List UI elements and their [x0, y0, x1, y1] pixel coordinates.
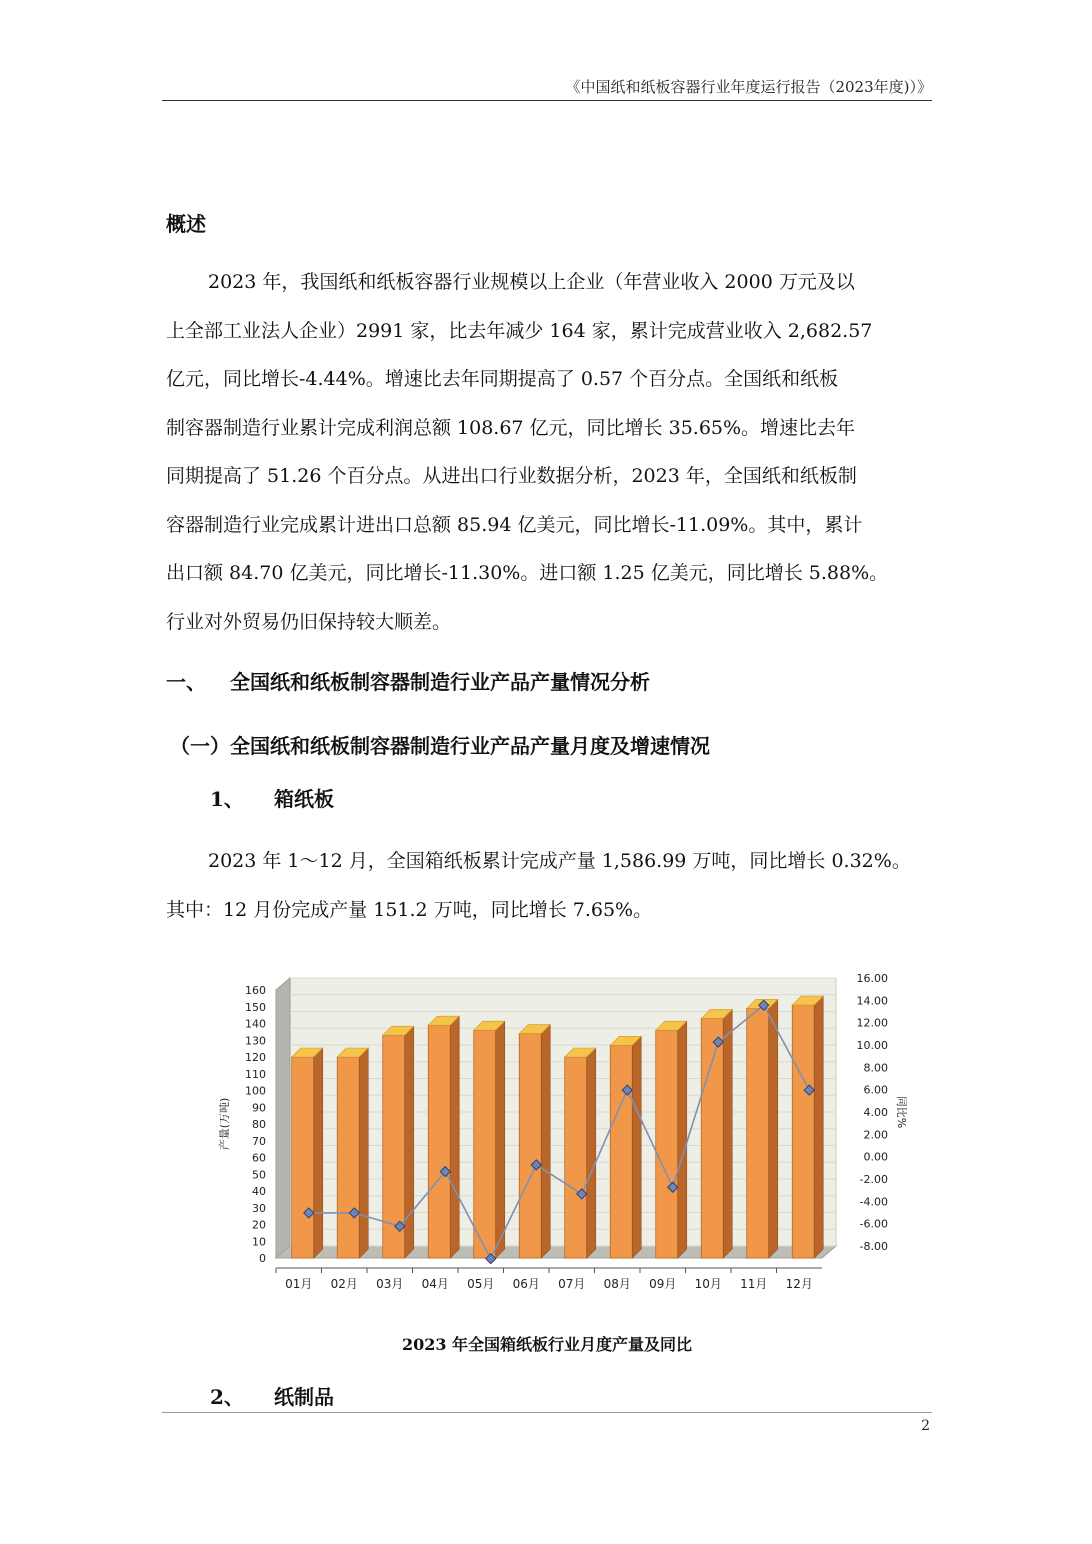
paragraph-line: 亿元，同比增长-4.44%。增速比去年同期提高了 0.57 个百分点。全国纸和纸板: [166, 368, 839, 390]
bar-side: [314, 1048, 323, 1258]
y2-tick-label: 8.00: [863, 1061, 888, 1075]
y2-tick-label: 0.00: [863, 1150, 888, 1164]
running-header: 《中国纸和纸板容器行业年度运行报告（2023年度)）》: [565, 78, 932, 96]
y2-tick-label: -4.00: [859, 1195, 888, 1209]
bar-side: [359, 1048, 368, 1258]
item-2-number: 2、: [210, 1385, 244, 1409]
y-tick-label: 60: [252, 1151, 266, 1165]
bar-side: [769, 999, 778, 1258]
paragraph-line: 容器制造行业完成累计进出口总额 85.94 亿美元，同比增长-11.09%。其中，累计: [166, 513, 863, 536]
y-tick-label: 80: [252, 1118, 266, 1131]
bar-side: [496, 1021, 505, 1258]
x-tick-label: 10月: [694, 1277, 722, 1291]
y2-tick-label: 6.00: [863, 1083, 888, 1097]
y2-tick-label: -2.00: [859, 1173, 888, 1186]
paragraph-line: 其中：12 月份完成产量 151.2 万吨，同比增长 7.65%。: [166, 898, 653, 921]
x-tick-label: 04月: [421, 1277, 449, 1291]
x-tick-label: 06月: [512, 1277, 540, 1291]
y-tick-label: 20: [252, 1218, 266, 1232]
y2-axis-title: 同比%: [895, 1095, 908, 1129]
chart-side-wall: [276, 978, 290, 1258]
bar-side: [450, 1016, 459, 1258]
bar-front: [701, 1018, 723, 1258]
x-tick-label: 07月: [558, 1277, 586, 1291]
y2-tick-label: -6.00: [859, 1217, 888, 1231]
y-tick-label: 50: [252, 1168, 266, 1182]
y2-tick-label: 14.00: [856, 994, 888, 1008]
y-tick-label: 30: [252, 1201, 266, 1215]
item-1-number: 1、: [210, 787, 244, 811]
item-2-title: 纸制品: [274, 1385, 334, 1409]
bar-front: [792, 1005, 814, 1258]
bar-side: [405, 1026, 414, 1258]
y2-tick-label: 10.00: [856, 1039, 888, 1052]
bar-front: [474, 1030, 496, 1258]
x-tick-label: 12月: [785, 1277, 813, 1291]
header-rule: [162, 100, 932, 101]
x-tick-label: 05月: [467, 1277, 495, 1291]
bar-side: [541, 1025, 550, 1258]
y2-tick-label: 2.00: [863, 1128, 888, 1142]
item-1-title: 箱纸板: [274, 787, 334, 811]
bar-side: [587, 1048, 596, 1258]
y-tick-label: 10: [252, 1235, 266, 1249]
footer-rule: [162, 1412, 932, 1413]
y-tick-label: 140: [245, 1017, 266, 1031]
y-tick-label: 70: [252, 1134, 266, 1148]
x-tick-label: 11月: [740, 1277, 768, 1291]
overview-heading: 概述: [166, 212, 206, 236]
y-tick-label: 160: [245, 984, 266, 997]
paragraph-line: 行业对外贸易仍旧保持较大顺差。: [166, 610, 452, 633]
paragraph-line: 上全部工业法人企业）2991 家，比去年减少 164 家，累计完成营业收入 2,682.57: [166, 319, 873, 342]
y2-tick-label: 16.00: [856, 972, 888, 985]
bar-front: [656, 1030, 678, 1258]
chart-caption: 2023 年全国箱纸板行业月度产量及同比: [401, 1335, 693, 1354]
overview-paragraph: [166, 258, 928, 646]
y-tick-label: 120: [245, 1051, 266, 1064]
y-tick-label: 110: [245, 1067, 266, 1081]
y-tick-label: 150: [245, 1000, 266, 1014]
y-tick-label: 90: [252, 1101, 266, 1115]
paragraph-line: 2023 年 1～12 月，全国箱纸板累计完成产量 1,586.99 万吨，同比增长 0.32%。: [208, 850, 911, 872]
x-tick-label: 01月: [285, 1277, 313, 1291]
x-tick-label: 09月: [649, 1277, 677, 1291]
page-number: 2: [921, 1418, 930, 1434]
section-1-title: 全国纸和纸板制容器制造行业产品产量情况分析: [230, 670, 650, 694]
bar-side: [814, 996, 823, 1258]
y-tick-label: 40: [252, 1185, 266, 1198]
bar-side: [723, 1009, 732, 1258]
section-1-number: 一、: [166, 670, 206, 694]
bar-front: [565, 1057, 587, 1258]
x-tick-label: 03月: [376, 1277, 404, 1291]
bar-front: [292, 1057, 314, 1258]
bar-front: [428, 1025, 450, 1258]
paragraph-line: 2023 年，我国纸和纸板容器行业规模以上企业（年营业收入 2000 万元及以: [208, 271, 855, 293]
bar-front: [610, 1045, 632, 1258]
x-tick-label: 08月: [603, 1277, 631, 1291]
production-chart: [214, 965, 908, 1295]
y2-tick-label: 12.00: [856, 1016, 888, 1030]
y2-tick-label: -8.00: [859, 1240, 888, 1253]
bar-front: [519, 1034, 541, 1258]
y-axis-title: 产量(万吨): [218, 1097, 231, 1151]
bar-side: [678, 1021, 687, 1258]
y-tick-label: 0: [259, 1252, 266, 1265]
y2-tick-label: 4.00: [863, 1106, 888, 1119]
paragraph-line: 制容器制造行业累计完成利润总额 108.67 亿元，同比增长 35.65%。增速比去年: [166, 416, 856, 439]
y-tick-label: 130: [245, 1034, 266, 1048]
item-1-paragraph: [166, 837, 928, 934]
production-chart-svg: [214, 965, 908, 1295]
subsection-1-title: （一）全国纸和纸板制容器制造行业产品产量月度及增速情况: [170, 734, 710, 758]
y-tick-label: 100: [245, 1084, 266, 1098]
paragraph-line: 同期提高了 51.26 个百分点。从进出口行业数据分析，2023 年，全国纸和纸板制: [166, 465, 857, 487]
bar-front: [337, 1057, 359, 1258]
paragraph-line: 出口额 84.70 亿美元，同比增长-11.30%。进口额 1.25 亿美元，同比增长 5.88%。: [166, 562, 889, 584]
bar-front: [747, 1008, 769, 1258]
x-tick-label: 02月: [330, 1277, 358, 1291]
bar-side: [632, 1036, 641, 1258]
